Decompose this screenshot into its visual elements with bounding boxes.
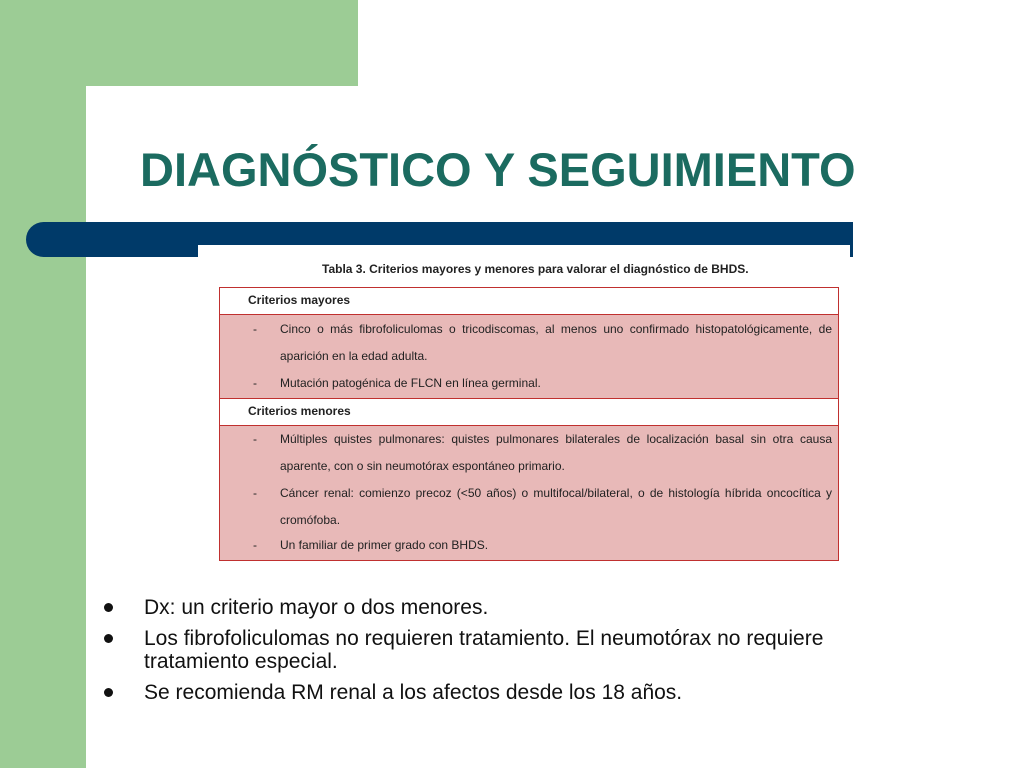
bullet-item (100, 596, 900, 619)
criteria-row (220, 370, 838, 397)
criteria-row (220, 316, 838, 370)
row-dash: - (253, 376, 257, 390)
slide-title: DIAGNÓSTICO Y SEGUIMIENTO (140, 143, 856, 196)
top-green-band (0, 0, 358, 86)
bullet-text: Los fibrofoliculomas no requieren tratamiento. El neumotórax no requiere tratamiento especial. (144, 627, 824, 673)
criteria-header-major (220, 288, 838, 315)
row-text: Mutación patogénica de FLCN en línea germinal. (280, 376, 541, 390)
row-dash: - (253, 486, 257, 500)
bullet-item (100, 681, 900, 704)
bullet-dot-icon (104, 634, 113, 643)
row-text: Cinco o más fibrofoliculomas o tricodiscomas, al menos uno confirmado histopatológicamente, de aparición en la edad adulta. (280, 322, 832, 363)
criteria-header-label: Criterios mayores (248, 293, 351, 307)
row-dash: - (253, 432, 257, 446)
row-dash: - (253, 538, 257, 552)
criteria-header-minor (220, 398, 838, 426)
bullet-text: Se recomienda RM renal a los afectos desde los 18 años. (144, 681, 683, 704)
row-dash: - (253, 322, 257, 336)
row-text: Un familiar de primer grado con BHDS. (280, 538, 489, 552)
left-green-band (0, 0, 86, 768)
bullet-dot-icon (104, 688, 113, 697)
criteria-row (220, 532, 838, 559)
criteria-header-label: Criterios menores (248, 404, 351, 418)
bullet-text: Dx: un criterio mayor o dos menores. (144, 596, 489, 619)
row-text: Cáncer renal: comienzo precoz (<50 años) o multifocal/bilateral, o de histología híbrida oncocítica y cromófoba. (280, 486, 832, 527)
criteria-row (220, 426, 838, 480)
criteria-table (219, 287, 839, 561)
row-text: Múltiples quistes pulmonares: quistes pulmonares bilaterales de localización basal sin otra causa aparente, con o sin neumotórax espontáneo primario. (280, 432, 832, 473)
bullet-dot-icon (104, 603, 113, 612)
table-caption: Tabla 3. Criterios mayores y menores para valorar el diagnóstico de BHDS. (322, 262, 749, 276)
bullet-list (100, 596, 900, 712)
criteria-row (220, 480, 838, 534)
bullet-item (100, 627, 900, 673)
